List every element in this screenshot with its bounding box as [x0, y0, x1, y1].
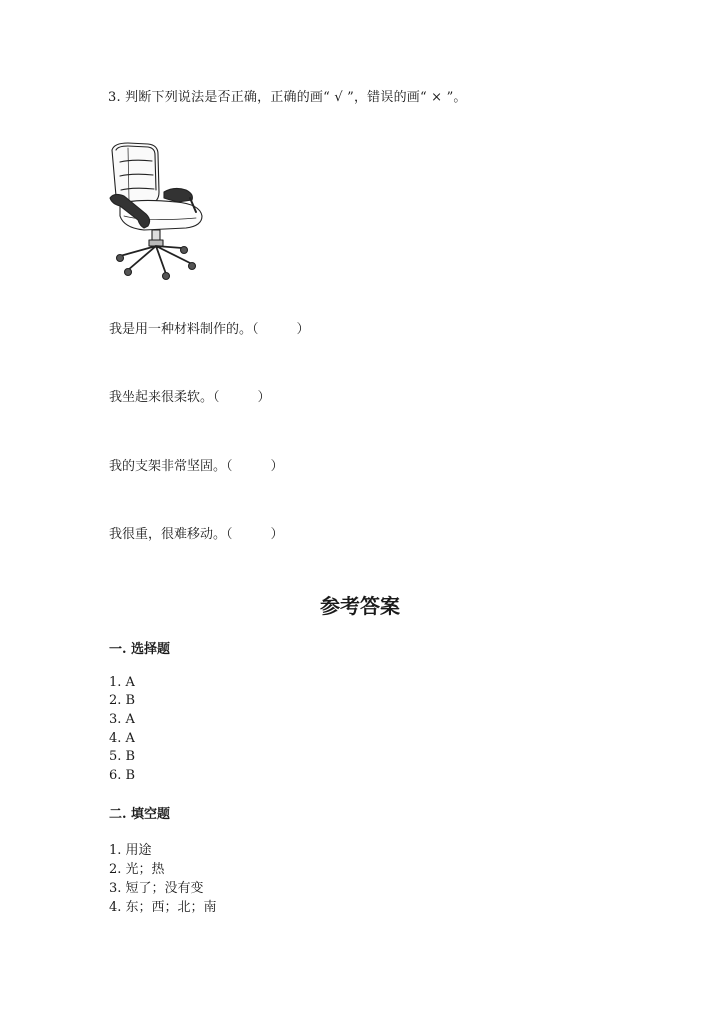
answer-blank-open: （: [226, 459, 233, 474]
answer-line: 3. 短了；没有变: [109, 881, 204, 896]
answer-line: 1. 用途: [109, 843, 152, 858]
answer-blank-open: （: [252, 322, 259, 337]
statement-text: 我很重，很难移动。: [109, 527, 227, 542]
section-title-choice: 一. 选择题: [109, 642, 171, 657]
answer-line: 2. 光；热: [109, 862, 165, 877]
answer-blank-close: ）: [296, 322, 310, 337]
statement-text: 我是用一种材料制作的。: [109, 322, 253, 337]
answer-blank-close: ）: [270, 527, 284, 542]
section-title-fill: 二. 填空题: [109, 807, 171, 822]
statement-3: [109, 455, 284, 474]
answer-line: 2. B: [109, 693, 136, 708]
statement-text: 我坐起来很柔软。: [109, 390, 214, 405]
answer-line: 5. B: [109, 749, 136, 764]
question-heading: 3. 判断下列说法是否正确，正确的画“ √ ”，错误的画“ × ”。: [108, 90, 467, 105]
statement-1: [109, 318, 310, 337]
office-chair-image: [106, 140, 206, 282]
answer-line: 1. A: [109, 675, 135, 690]
answer-line: 4. 东；西；北；南: [109, 900, 217, 915]
answer-key-title: 参考答案: [320, 594, 400, 618]
statement-4: [109, 523, 284, 542]
answer-line: 3. A: [109, 712, 135, 727]
answer-blank-open: （: [213, 390, 220, 405]
answer-line: 6. B: [109, 768, 136, 783]
answer-blank-close: ）: [257, 390, 271, 405]
answer-blank-close: ）: [270, 459, 284, 474]
answer-line: 4. A: [109, 731, 135, 746]
statement-2: [109, 386, 271, 405]
answer-blank-open: （: [226, 527, 233, 542]
statement-text: 我的支架非常坚固。: [109, 459, 227, 474]
